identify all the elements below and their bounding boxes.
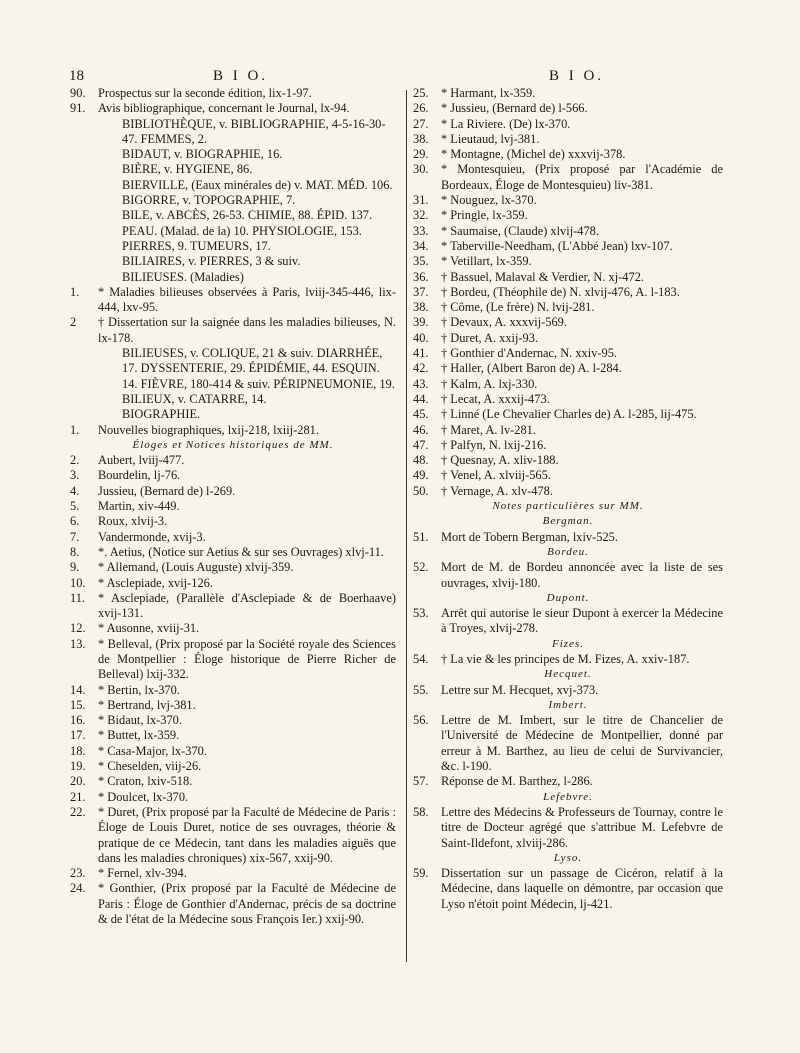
entry-text: * Vetillart, lx-359. [441, 254, 532, 269]
subject-heading: Lefebvre. [543, 790, 593, 803]
entry-text: † Bordeu, (Théophile de) N. xlvij-476, A. l-183. [441, 284, 680, 299]
entry-number: 10. [70, 575, 86, 590]
entry-text: * Casa-Major, lx-370. [98, 743, 207, 758]
index-entry [70, 468, 396, 483]
index-entry [413, 86, 723, 101]
cross-reference: BILIAIRES, v. PIERRES, 3 & suiv. [122, 254, 301, 269]
entry-text: * Nouguez, lx-370. [441, 193, 537, 208]
entry-text: * Maladies bilieuses observées à Paris, lviij-345-446, lix-444, lxv-95. [98, 284, 396, 315]
index-entry [413, 254, 723, 269]
index-entry [413, 132, 723, 147]
index-entry [413, 468, 723, 483]
entry-number: 11. [70, 590, 86, 605]
index-entry [413, 407, 723, 422]
entry-text: † Lecat, A. xxxij-473. [441, 391, 550, 406]
entry-text: † Côme, (Le frère) N. lvij-281. [441, 300, 595, 315]
entry-number: 9. [70, 560, 80, 575]
entry-number: 29. [413, 147, 429, 162]
entry-text: Dissertation sur un passage de Cicéron, relatif à la Médecine, dans laquelle on démontre, par occasion que Lyso n'étoit point Médecin, lj-421. [441, 866, 723, 911]
index-entry [70, 683, 396, 698]
entry-number: 91. [70, 101, 86, 116]
entry-number: 16. [70, 713, 86, 728]
entry-text: Vandermonde, xvij-3. [98, 529, 206, 544]
entry-text: * Montesquieu, (Prix proposé par l'Académie de Bordeaux, Éloge de Montesquieu) liv-381. [441, 162, 723, 192]
entry-text: Roux, xlvij-3. [98, 514, 168, 529]
entry-text: † Quesnay, A. xliv-188. [441, 453, 559, 468]
index-entry [413, 560, 723, 591]
subject-heading: Lyso. [553, 851, 583, 864]
entry-number: 27. [413, 116, 429, 131]
index-entry [413, 346, 723, 361]
entry-number: 53. [413, 606, 429, 621]
column-divider [406, 90, 407, 962]
entry-text: † Venel, A. xlviij-565. [441, 468, 551, 483]
index-entry [70, 790, 396, 805]
index-entry [70, 453, 396, 468]
index-entry [413, 606, 723, 637]
index-entry [413, 315, 723, 330]
entry-number: 17. [70, 728, 86, 743]
entry-text: † Linné (Le Chevalier Charles de) A. l-285, lij-475. [441, 407, 697, 422]
left-column [70, 86, 396, 927]
index-entry [413, 453, 723, 468]
page-number: 18 [69, 68, 84, 84]
index-entry [413, 774, 723, 789]
subject-heading: Imbert. [548, 698, 588, 711]
index-entry [70, 101, 396, 116]
entry-number: 41. [413, 346, 429, 361]
entry-text: † Gonthier d'Andernac, N. xxiv-95. [441, 346, 618, 361]
entry-text: * Lieutaud, lvj-381. [441, 131, 540, 146]
index-entry [413, 438, 723, 453]
entry-number: 1. [70, 284, 80, 299]
cross-reference: BILIEUSES. (Maladies) [122, 269, 244, 284]
entry-number: 20. [70, 774, 86, 789]
index-entry [70, 530, 396, 545]
index-entry [413, 530, 723, 545]
entry-text: * Taberville-Needham, (L'Abbé Jean) lxv-107. [441, 238, 673, 253]
entry-text: Réponse de M. Barthez, l-286. [441, 774, 593, 789]
index-entry [70, 514, 396, 529]
entry-text: Martin, xiv-449. [98, 499, 180, 514]
entry-text: * La Riviere. (De) lx-370. [441, 116, 571, 131]
entry-text: * Harmant, lx-359. [441, 86, 536, 100]
entry-text: * Asclepiade, (Parallèle d'Asclepiade & de Boerhaave) xvij-131. [98, 590, 396, 621]
entry-number: 90. [70, 86, 86, 100]
section-heading: Éloges et Notices historiques de MM. [132, 438, 334, 451]
index-entry [70, 744, 396, 759]
entry-number: 18. [70, 743, 86, 758]
index-entry [413, 484, 723, 499]
index-entry [70, 591, 396, 622]
index-entry [413, 239, 723, 254]
entry-number: 38. [413, 131, 429, 146]
entry-text: † Dissertation sur la saignée dans les maladies bilieuses, N. lx-178. [98, 315, 396, 345]
entry-number: 48. [413, 453, 429, 468]
entry-number: 15. [70, 697, 86, 712]
entry-text: † Maret, A. lv-281. [441, 422, 536, 437]
entry-number: 25. [413, 86, 429, 100]
index-entry [70, 86, 396, 101]
entry-number: 54. [413, 651, 429, 666]
index-entry [413, 805, 723, 851]
entry-number: 39. [413, 315, 429, 330]
entry-number: 51. [413, 529, 429, 544]
entry-number: 14. [70, 682, 86, 697]
entry-text: Lettre des Médecins & Professeurs de Tournay, contre le titre de Docteur agrégé que s'attribue M. Lefebvre de Saint-Ildefont, xlviij-286. [441, 804, 723, 850]
entry-text: * Saumaise, (Claude) xlvij-478. [441, 223, 599, 238]
entry-number: 8. [70, 544, 80, 559]
index-entry [413, 866, 723, 912]
index-entry [70, 637, 396, 683]
entry-text: † Palfyn, N. lxij-216. [441, 437, 547, 452]
entry-number: 46. [413, 422, 429, 437]
entry-text: * Bidaut, lx-370. [98, 713, 182, 728]
index-entry [70, 621, 396, 636]
index-entry [413, 713, 723, 774]
index-entry [70, 881, 396, 927]
index-entry [70, 423, 396, 438]
entry-number: 47. [413, 437, 429, 452]
subject-heading: Dupont. [546, 591, 590, 604]
index-entry [413, 101, 723, 116]
cross-reference: BILIEUX, v. CATARRE, 14. [122, 391, 267, 406]
entry-number: 42. [413, 361, 429, 376]
entry-text: Lettre sur M. Hecquet, xvj-373. [441, 682, 599, 697]
entry-number: 38. [413, 300, 429, 315]
entry-text: * Cheselden, viij-26. [98, 759, 202, 774]
entry-number: 26. [413, 101, 429, 116]
entry-text: Bourdelin, lj-76. [98, 468, 181, 483]
entry-text: Jussieu, (Bernard de) l-269. [98, 483, 236, 498]
entry-number: 32. [413, 208, 429, 223]
subject-heading: Bordeu. [547, 545, 589, 558]
entry-text: Nouvelles biographiques, lxij-218, lxiij-281. [98, 422, 319, 437]
entry-number: 43. [413, 376, 429, 391]
entry-text: Aubert, lviij-477. [98, 453, 185, 468]
entry-number: 31. [413, 193, 429, 208]
cross-reference: BIOGRAPHIE. [122, 407, 201, 422]
entry-text: † Vernage, A. xlv-478. [441, 483, 553, 498]
entry-text: Lettre de M. Imbert, sur le titre de Chancelier de l'Université de Médecine de Montpellier, donné par erreur à M. Barthez, au lieu de celui de Survivancier, &c. l-190. [441, 713, 723, 774]
index-entry [70, 484, 396, 499]
entry-text: † Bassuel, Malaval & Verdier, N. xj-472. [441, 269, 644, 284]
index-entry [70, 728, 396, 743]
index-entry [413, 117, 723, 132]
entry-number: 56. [413, 713, 429, 728]
index-entry [413, 193, 723, 208]
entry-number: 40. [413, 330, 429, 345]
entry-text: * Montagne, (Michel de) xxxvij-378. [441, 147, 626, 162]
entry-number: 36. [413, 269, 429, 284]
index-entry [413, 423, 723, 438]
entry-number: 45. [413, 407, 429, 422]
index-entry [70, 774, 396, 789]
subject-heading: Bergman. [542, 515, 594, 528]
cross-reference: BIÈRE, v. HYGIENE, 86. [122, 162, 253, 177]
entry-text: * Buttet, lx-359. [98, 728, 180, 743]
entry-number: 2. [70, 453, 80, 468]
entry-text: * Bertrand, lvj-381. [98, 697, 196, 712]
entry-text: * Bertin, lx-370. [98, 682, 180, 697]
entry-number: 2 [70, 315, 77, 330]
entry-text: * Doulcet, lx-370. [98, 789, 189, 804]
subject-heading: Fizes. [552, 637, 584, 650]
cross-reference: BIGORRE, v. TOPOGRAPHIE, 7. [122, 193, 296, 208]
index-entry [413, 377, 723, 392]
entry-number: 13. [70, 636, 86, 651]
entry-number: 4. [70, 483, 80, 498]
entry-number: 22. [70, 804, 86, 819]
index-entry [413, 331, 723, 346]
entry-number: 21. [70, 789, 86, 804]
index-entry [413, 270, 723, 285]
index-entry [70, 805, 396, 866]
index-entry [413, 285, 723, 300]
entry-number: 24. [70, 881, 86, 896]
entry-number: 19. [70, 759, 86, 774]
entry-number: 52. [413, 560, 429, 575]
section-heading: Notes particulières sur MM. [492, 500, 644, 513]
running-head-right: B I O. [549, 68, 605, 84]
entry-number: 7. [70, 529, 80, 544]
entry-number: 55. [413, 682, 429, 697]
index-entry [413, 147, 723, 162]
cross-reference: BIBLIOTHÈQUE, v. BIBLIOGRAPHIE, 4-5-16-30-47. FEMMES, 2. [122, 116, 386, 146]
entry-number: 30. [413, 162, 429, 177]
index-entry [70, 576, 396, 591]
entry-number: 57. [413, 774, 429, 789]
cross-reference: BILE, v. ABCÈS, 26-53. CHIMIE, 88. ÉPID. 137. PEAU. (Malad. de la) 10. PHYSIOLOGIE, 153. PIERRES, 9. TUMEURS, 17. [122, 208, 373, 253]
entry-text: † Duret, A. xxij-93. [441, 330, 539, 345]
entry-text: * Gonthier, (Prix proposé par la Faculté de Médecine de Paris : Éloge de Gonthier d'Andernac, précis de sa doctrine & de l'état de la Médecine sous François Ier.) xxij-90. [98, 881, 396, 927]
index-entry [70, 285, 396, 316]
entry-text: * Jussieu, (Bernard de) l-566. [441, 101, 588, 116]
index-entry [413, 652, 723, 667]
index-entry [70, 560, 396, 575]
entry-number: 5. [70, 499, 80, 514]
entry-text: * Duret, (Prix proposé par la Faculté de Médecine de Paris : Éloge de Louis Duret, notice de ses ouvrages, théorie & pratique de ce Médecin, tant dans les maladies aiguës que dans les maladies chroniques) xix-567, xxij-90. [98, 804, 396, 865]
index-entry [413, 392, 723, 407]
entry-text: † La vie & les principes de M. Fizes, A. xxiv-187. [441, 651, 690, 666]
entry-number: 35. [413, 254, 429, 269]
entry-text: *. Aetius, (Notice sur Aetius & sur ses Ouvrages) xlvj-11. [98, 544, 384, 559]
entry-text: * Asclepiade, xvij-126. [98, 575, 213, 590]
running-head-left: B I O. [213, 68, 269, 84]
entry-number: 33. [413, 223, 429, 238]
entry-text: * Allemand, (Louis Auguste) xlvij-359. [98, 560, 294, 575]
index-entry [413, 361, 723, 376]
entry-text: Mort de M. de Bordeu annoncée avec la liste de ses ouvrages, xlvij-180. [441, 560, 723, 590]
entry-number: 23. [70, 866, 86, 881]
entry-number: 58. [413, 804, 429, 819]
entry-text: * Pringle, lx-359. [441, 208, 528, 223]
subject-heading: Hecquet. [544, 668, 592, 681]
entry-text: † Haller, (Albert Baron de) A. l-284. [441, 361, 622, 376]
entry-text: * Craton, lxiv-518. [98, 774, 193, 789]
entry-number: 59. [413, 866, 429, 881]
index-entry [413, 224, 723, 239]
index-entry [413, 300, 723, 315]
entry-number: 44. [413, 391, 429, 406]
entry-number: 6. [70, 514, 80, 529]
cross-reference: BIDAUT, v. BIOGRAPHIE, 16. [122, 147, 283, 162]
index-entry [413, 208, 723, 223]
index-entry [70, 499, 396, 514]
entry-text: † Devaux, A. xxxvij-569. [441, 315, 567, 330]
entry-number: 50. [413, 483, 429, 498]
index-entry [70, 866, 396, 881]
cross-reference: BIERVILLE, (Eaux minérales de) v. MAT. MÉD. 106. [122, 177, 393, 192]
right-column [413, 86, 723, 912]
index-entry [70, 545, 396, 560]
entry-text: † Kalm, A. lxj-330. [441, 376, 538, 391]
entry-text: Mort de Tobern Bergman, lxiv-525. [441, 529, 618, 544]
entry-number: 3. [70, 468, 80, 483]
entry-number: 37. [413, 284, 429, 299]
entry-text: Arrêt qui autorise le sieur Dupont à exercer la Médecine à Troyes, xlvij-278. [441, 606, 723, 636]
entry-text: Prospectus sur la seconde édition, lix-1-97. [98, 86, 312, 100]
index-entry [70, 759, 396, 774]
entry-number: 49. [413, 468, 429, 483]
index-entry [413, 683, 723, 698]
index-entry [70, 315, 396, 346]
entry-text: * Ausonne, xviij-31. [98, 621, 200, 636]
entry-number: 34. [413, 238, 429, 253]
entry-number: 12. [70, 621, 86, 636]
entry-number: 1. [70, 422, 80, 437]
index-entry [413, 162, 723, 193]
entry-text: * Belleval, (Prix proposé par la Société royale des Sciences de Montpellier : Éloge historique de Pierre Richer de Belleval) lxij-332. [98, 636, 396, 682]
entry-text: * Fernel, xlv-394. [98, 866, 187, 881]
index-entry [70, 698, 396, 713]
entry-text: Avis bibliographique, concernant le Journal, lx-94. [98, 101, 350, 116]
cross-reference: BILIEUSES, v. COLIQUE, 21 & suiv. DIARRHÉE, 17. DYSSENTERIE, 29. ÉPIDÉMIE, 44. ESQUIN. 14. FIÈVRE, 180-414 & suiv. PÉRIPNEUMONIE, 19. [122, 346, 395, 391]
index-entry [70, 713, 396, 728]
